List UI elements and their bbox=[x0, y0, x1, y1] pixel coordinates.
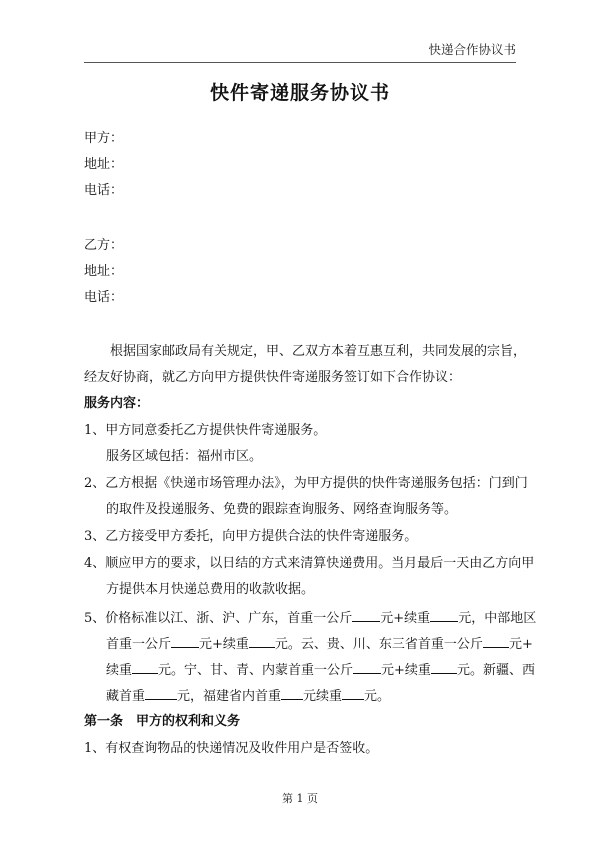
item-5-text: 首重一公斤 bbox=[106, 637, 172, 652]
item-5-text: 元+续重 bbox=[380, 611, 431, 626]
article-1-heading: 第一条 甲方的权利和义务 bbox=[84, 714, 241, 729]
intro-line-1: 根据国家邮政局有关规定，甲、乙双方本着互惠互利，共同发展的宗旨， bbox=[110, 344, 527, 359]
price-blank bbox=[171, 635, 199, 648]
party-b-label: 乙方： bbox=[84, 238, 124, 253]
item-5-line-2 bbox=[106, 635, 533, 653]
intro-line-2: 经友好协商，就乙方向甲方提供快件寄递服务签订如下合作协议： bbox=[84, 370, 462, 385]
item-5-text: 元。宁、甘、青、内蒙首重一公斤 bbox=[158, 663, 354, 678]
article-1-item-1: 1、有权查询物品的快递情况及收件用户是否签收。 bbox=[84, 741, 379, 756]
item-5-text: 元。云、贵、川、东三省首重一公斤 bbox=[274, 637, 483, 652]
document-title: 快件寄递服务协议书 bbox=[209, 82, 390, 104]
party-a-phone-label: 电话： bbox=[84, 183, 124, 198]
price-blank bbox=[249, 635, 275, 648]
price-blank bbox=[431, 661, 457, 674]
item-1: 1、甲方同意委托乙方提供快件寄递服务。 bbox=[84, 423, 327, 438]
item-5-text: 元+续重 bbox=[199, 637, 249, 652]
item-5-line-1 bbox=[84, 609, 536, 627]
header-title: 快递合作协议书 bbox=[428, 42, 516, 57]
item-5-text: 藏首重 bbox=[106, 689, 146, 704]
item-3: 3、乙方接受甲方委托，向甲方提供合法的快件寄递服务。 bbox=[84, 529, 418, 544]
item-5-text: 续重 bbox=[106, 663, 133, 678]
service-heading: 服务内容： bbox=[84, 396, 150, 411]
item-5-text: 元+续重 bbox=[381, 663, 431, 678]
item-4-line-1: 4、顺应甲方的要求，以日结的方式来清算快递费用。当月最后一天由乙方向甲 bbox=[84, 556, 535, 571]
item-5-text: 元，中部地区 bbox=[458, 611, 537, 626]
item-5-text: 5、价格标准以江、浙、沪、广东，首重一公斤 bbox=[84, 611, 353, 626]
party-b-phone-label: 电话： bbox=[84, 290, 124, 305]
page-number: 第 1 页 bbox=[282, 792, 318, 805]
price-blank bbox=[145, 687, 177, 700]
item-5-text: 元续重 bbox=[303, 689, 343, 704]
party-a-label: 甲方： bbox=[84, 131, 124, 146]
price-blank bbox=[281, 687, 303, 700]
price-blank bbox=[353, 661, 381, 674]
item-5-text: 元+ bbox=[508, 637, 533, 652]
item-5-line-4 bbox=[106, 687, 390, 705]
party-a-address-label: 地址： bbox=[84, 157, 124, 172]
item-1-area: 服务区域包括：福州市区。 bbox=[106, 449, 263, 464]
item-4-line-2: 方提供本月快递总费用的收款收据。 bbox=[106, 582, 315, 597]
item-5-text: 元。 bbox=[364, 689, 391, 704]
price-blank bbox=[430, 609, 458, 622]
price-blank bbox=[352, 609, 380, 622]
item-5-text: 元，福建省内首重 bbox=[177, 689, 282, 704]
item-5-line-3 bbox=[106, 661, 535, 679]
price-blank bbox=[483, 635, 509, 648]
price-blank bbox=[342, 687, 364, 700]
item-2-line-2: 的取件及投递服务、免费的跟踪查询服务、网络查询服务等。 bbox=[106, 502, 458, 517]
party-b-address-label: 地址： bbox=[84, 264, 124, 279]
item-2-line-1: 2、乙方根据《快递市场管理办法》，为甲方提供的快件寄递服务包括：门到门 bbox=[84, 476, 528, 491]
page-header bbox=[84, 36, 516, 63]
item-5-text: 元。新疆、西 bbox=[456, 663, 535, 678]
price-blank bbox=[132, 661, 158, 674]
